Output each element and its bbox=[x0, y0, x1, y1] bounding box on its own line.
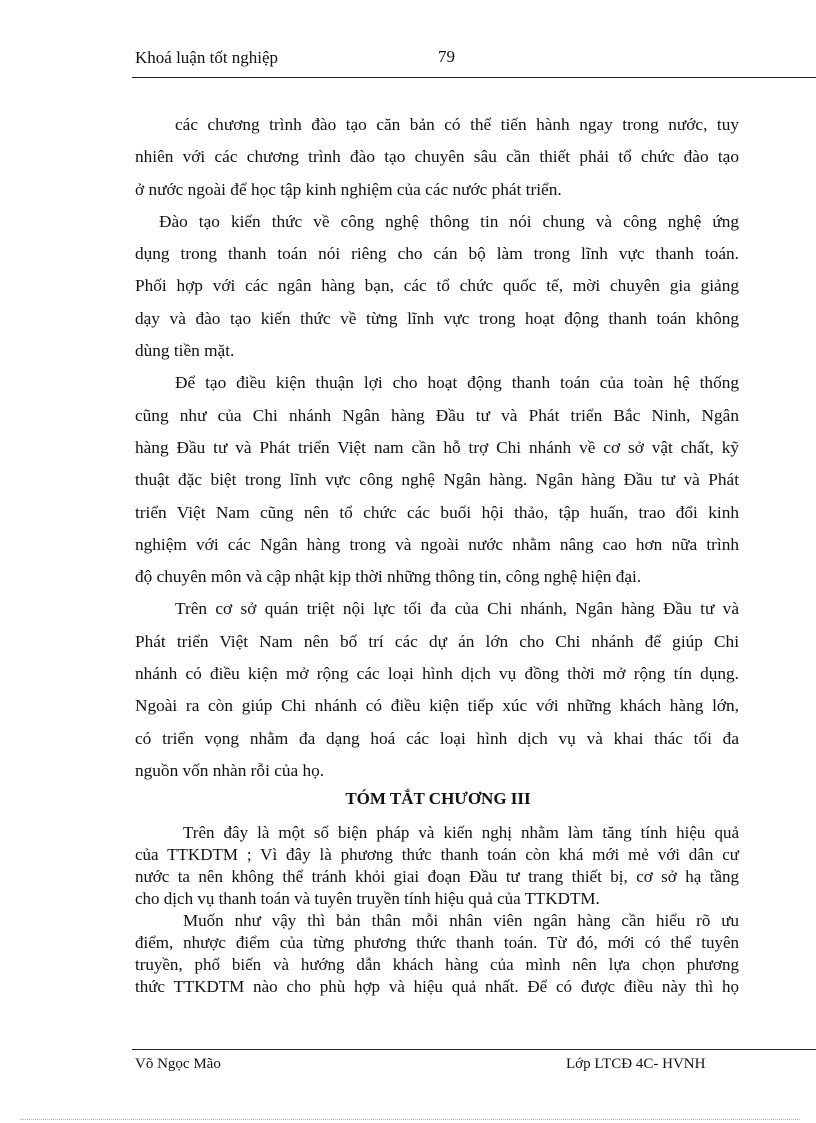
summary-text bbox=[135, 822, 739, 998]
summary-line: của TTKDTM ; Vì đây là phương thức thanh toán còn khá mới mẻ với dân cư bbox=[135, 845, 739, 864]
footer-class: Lớp LTCĐ 4C- HVNH bbox=[566, 1056, 706, 1072]
summary-line: Trên đây là một số biện pháp và kiến nghị nhằm làm tăng tính hiệu quả bbox=[183, 823, 739, 842]
summary-line: điểm, nhược điểm của từng phương thức thanh toán. Từ đó, mới có thể tuyên bbox=[135, 933, 739, 952]
body-line: Phối hợp với các ngân hàng bạn, các tổ chức quốc tế, mời chuyên gia giảng bbox=[135, 276, 739, 296]
body-line: các chương trình đào tạo căn bản có thể tiến hành ngay trong nước, tuy bbox=[175, 115, 739, 134]
body-line: Đào tạo kiến thức về công nghệ thông tin nói chung và công nghệ ứng bbox=[159, 211, 739, 231]
body-line: Phát triển Việt Nam nên bố trí các dự án lớn cho Chi nhánh để giúp Chi bbox=[135, 631, 739, 651]
body-line: triển Việt Nam cũng nên tổ chức các buổi hội thảo, tập huấn, trao đổi kinh bbox=[135, 502, 739, 522]
body-line: có triển vọng nhằm đa dạng hoá các loại hình dịch vụ và khai thác tối đa bbox=[135, 728, 739, 748]
body-text bbox=[135, 109, 739, 787]
body-line: hàng Đầu tư và Phát triển Việt nam cần hỗ trợ Chi nhánh về cơ sở vật chất, kỹ bbox=[135, 437, 739, 457]
section-heading: TÓM TẮT CHƯƠNG III bbox=[345, 789, 531, 808]
body-line: dùng tiền mặt. bbox=[135, 341, 235, 361]
summary-line: nước ta nên không thể tránh khỏi giai đoạn Đầu tư trang thiết bị, cơ sở hạ tầng bbox=[135, 867, 739, 886]
body-line: dụng trong thanh toán nói riêng cho cán bộ làm trong lĩnh vực thanh toán. bbox=[135, 244, 739, 264]
body-line: nghiệm với các Ngân hàng trong và ngoài nước nhằm nâng cao hơn nữa trình bbox=[135, 534, 739, 554]
page-bottom-border bbox=[20, 1119, 800, 1120]
body-line: Ngoài ra còn giúp Chi nhánh có điều kiện tiếp xúc với những khách hàng lớn, bbox=[135, 696, 739, 716]
body-line: cũng như của Chi nhánh Ngân hàng Đầu tư và Phát triển Bắc Ninh, Ngân bbox=[135, 405, 739, 425]
summary-line: truyền, phổ biến và hướng dẫn khách hàng của mình nên lựa chọn phương bbox=[135, 955, 739, 974]
summary-line: thức TTKDTM nào cho phù hợp và hiệu quả nhất. Để có được điều này thì họ bbox=[135, 977, 739, 996]
running-header-title: Khoá luận tốt nghiệp bbox=[135, 48, 279, 67]
footer-divider bbox=[132, 1049, 816, 1050]
summary-line: Muốn như vậy thì bản thân mỗi nhân viên ngân hàng cần hiểu rõ ưu bbox=[183, 911, 739, 930]
footer-author: Võ Ngọc Mão bbox=[135, 1056, 221, 1072]
summary-line: cho dịch vụ thanh toán và tuyên truyền tính hiệu quả của TTKDTM. bbox=[135, 889, 600, 908]
body-line: nguồn vốn nhàn rỗi của họ. bbox=[135, 760, 325, 780]
body-line: nhiên với các chương trình đào tạo chuyên sâu cần thiết phải tổ chức đào tạo bbox=[135, 147, 739, 167]
page-number: 79 bbox=[438, 47, 455, 66]
header-divider bbox=[132, 77, 816, 78]
body-line: dạy và đào tạo kiến thức về từng lĩnh vực trong hoạt động thanh toán không bbox=[135, 308, 739, 328]
body-line: Để tạo điều kiện thuận lợi cho hoạt động thanh toán của toàn hệ thống bbox=[175, 373, 739, 393]
body-line: ở nước ngoài để học tập kinh nghiệm của các nước phát triển. bbox=[135, 179, 562, 199]
body-line: độ chuyên môn và cập nhật kịp thời những thông tin, công nghệ hiện đại. bbox=[135, 567, 642, 587]
body-line: nhánh có điều kiện mở rộng các loại hình dịch vụ đồng thời mở rộng tín dụng. bbox=[135, 664, 739, 684]
body-line: Trên cơ sở quán triệt nội lực tối đa của Chi nhánh, Ngân hàng Đầu tư và bbox=[175, 599, 739, 619]
body-line: thuật đặc biệt trong lĩnh vực công nghệ Ngân hàng. Ngân hàng Đầu tư và Phát bbox=[135, 470, 739, 490]
